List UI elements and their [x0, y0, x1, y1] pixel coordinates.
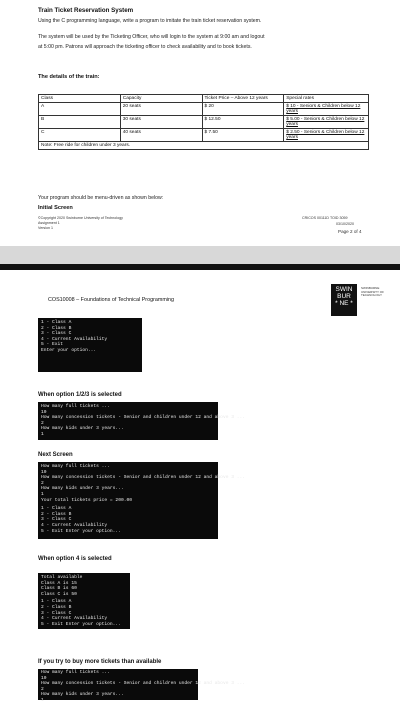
intro-line-3: at 5:00 pm. Patrons will approach the ticketing officer to check availability and to book tickets. — [38, 44, 252, 50]
footer-code: CRICOS 00111D TOID 3059 — [302, 216, 348, 220]
terminal-line: 1 - Class A — [41, 320, 72, 325]
header-class: Class — [39, 95, 121, 103]
table-note-row — [39, 142, 369, 150]
terminal-line: How many concession tickets - Senior and children under 12 and above 3 ... — [41, 681, 245, 687]
logo-line: * NE * — [335, 300, 353, 307]
cell-price: $ 20 — [202, 103, 284, 116]
heading-option-123: When option 1/2/3 is selected — [38, 392, 122, 398]
terminal-line: 1 - Class A — [41, 506, 72, 512]
heading-next-screen: Next Screen — [38, 452, 73, 458]
terminal-line: How many kids under 3 years... — [41, 486, 124, 492]
terminal-option-123 — [38, 402, 245, 440]
terminal-line: 10 — [41, 675, 47, 681]
cell-class: C — [39, 129, 121, 142]
header-capacity: Capacity — [120, 95, 202, 103]
footer-version: Version 1 — [38, 226, 53, 230]
terminal-line: 2 - Class B — [41, 604, 72, 610]
header-price: Ticket Price – Above 12 years — [202, 95, 284, 103]
cell-capacity: 40 seats — [120, 129, 202, 142]
cell-capacity: 30 seats — [120, 116, 202, 129]
document-page-1 — [0, 0, 400, 246]
logo-line: BUR — [337, 293, 351, 300]
terminal-line: 2 - Class B — [41, 325, 72, 331]
terminal-line: 2 — [41, 686, 44, 692]
terminal-option-4 — [38, 573, 130, 629]
course-title: COS10008 – Foundations of Technical Programming — [48, 297, 175, 303]
initial-screen-heading: Initial Screen — [38, 205, 73, 211]
terminal-line: How many concession tickets - Senior and children under 12 and above 3 ... — [41, 415, 245, 421]
terminal-line: Enter your option... — [41, 347, 97, 353]
footer-assignment: Assignment 1 — [38, 221, 60, 225]
cell-special-rate: $ 2.50 - Seniors & Children below 12 years — [284, 129, 369, 142]
page-top-band — [0, 264, 400, 270]
terminal-line: 2 - Class B — [41, 511, 72, 517]
terminal-line: 3 - Class C — [41, 331, 72, 337]
swinburne-logo — [331, 284, 357, 316]
cell-class: B — [39, 116, 121, 129]
terminal-line: 3 - Class C — [41, 517, 72, 523]
terminal-line: 2 — [41, 420, 44, 426]
header-special-rates: Special rates — [284, 95, 369, 103]
terminal-line: Your total tickets price = 200.00 — [41, 497, 132, 503]
intro-line-1: Using the C programming language, write a program to imitate the train ticket reservation system. — [38, 18, 262, 24]
terminal-more-tickets — [38, 669, 245, 703]
train-details-table — [38, 94, 369, 150]
heading-option-4: When option 4 is selected — [38, 556, 112, 562]
cell-special-rate: $ 10 - Seniors & Children below 12 years — [284, 103, 369, 116]
menu-sentence: Your program should be menu-driven as shown below: — [38, 195, 164, 201]
terminal-line: 5 - Exit — [41, 342, 64, 348]
terminal-line: 1 — [41, 431, 44, 437]
terminal-line: 4 - Current Availability — [41, 522, 108, 528]
cell-price: $ 7.50 — [202, 129, 284, 142]
terminal-line: How many full tickets ... — [41, 464, 110, 469]
terminal-line: Total available — [41, 575, 83, 580]
document-title: Train Ticket Reservation System — [38, 7, 134, 14]
cell-class: A — [39, 103, 121, 116]
cell-price: $ 12.50 — [202, 116, 284, 129]
footer-date: 03/10/2020 — [336, 222, 354, 226]
terminal-line: 1 - Class A — [41, 599, 72, 605]
terminal-line: 1 — [41, 697, 44, 703]
terminal-line: 2 — [41, 480, 44, 486]
footer-page-number: Page 2 of 4 — [338, 229, 362, 234]
terminal-initial-menu — [38, 318, 142, 372]
cell-special-rate: $ 5.00 - Seniors & Children below 12 years — [284, 116, 369, 129]
terminal-line: 5 - Exit Enter your option... — [41, 528, 121, 534]
terminal-line: How many kids under 3 years... — [41, 426, 124, 432]
terminal-line: How many concession tickets - Senior and children under 12 and above 3 ... — [41, 475, 245, 481]
details-heading: The details of the train: — [38, 74, 100, 80]
table-row — [39, 116, 369, 129]
table-header-row — [39, 95, 369, 103]
intro-line-2: The system will be used by the Ticketing Officer, who will login to the system at 9:00 am and logout — [38, 34, 265, 40]
terminal-line: 10 — [41, 409, 47, 415]
table-row — [39, 129, 369, 142]
terminal-line: 10 — [41, 469, 47, 475]
terminal-line: 1 — [41, 491, 44, 497]
terminal-line: How many full tickets ... — [41, 404, 110, 409]
terminal-line: Class B is 60 — [41, 586, 77, 592]
table-row — [39, 103, 369, 116]
logo-subtitle: SWINBURNE UNIVERSITY OF TECHNOLOGY — [361, 286, 384, 298]
terminal-line: How many kids under 3 years... — [41, 692, 124, 698]
terminal-next-screen — [38, 462, 245, 539]
terminal-line: How many full tickets ... — [41, 670, 110, 675]
terminal-line: 3 - Class C — [41, 610, 72, 616]
terminal-line: Class A is 15 — [41, 580, 77, 586]
heading-more-tickets: If you try to buy more tickets than available — [38, 659, 162, 665]
logo-line: SWIN — [335, 286, 353, 293]
table-note: Note: Free ride for children under 3 years. — [39, 142, 369, 150]
terminal-line: Class C is 50 — [41, 591, 77, 597]
terminal-line: 5 - Exit Enter your option... — [41, 621, 121, 627]
footer-copyright: ©Copyright 2020 Swinburne University of Technology — [38, 216, 123, 220]
cell-capacity: 20 seats — [120, 103, 202, 116]
terminal-line: 4 - Current Availability — [41, 336, 108, 342]
terminal-line: 4 - Current Availability — [41, 616, 108, 622]
